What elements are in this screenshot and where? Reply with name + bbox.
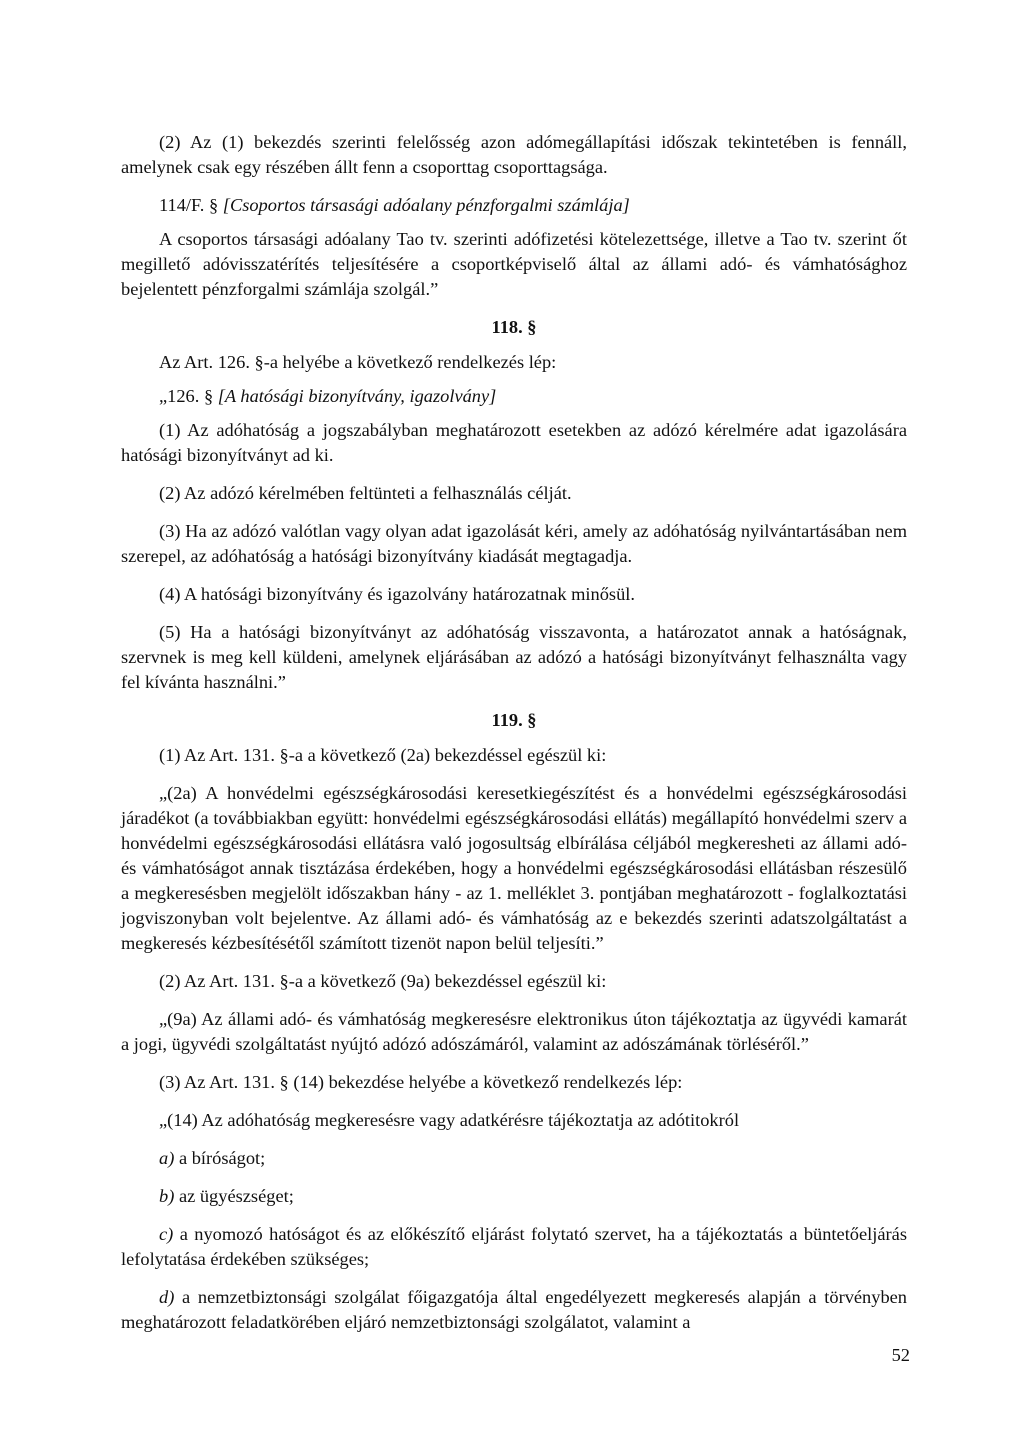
- section-126-paragraph-1: (1) Az adóhatóság a jogszabályban meghatározott esetekben az adózó kérelmére adat igazolására hatósági bizonyítványt ad ki.: [121, 420, 907, 465]
- list-item-b-text: az ügyészséget;: [178, 1186, 294, 1206]
- list-item-c-label: c): [159, 1224, 174, 1244]
- section-119-paragraph-1-intro: (1) Az Art. 131. §-a a következő (2a) bekezdéssel egészül ki:: [159, 745, 607, 765]
- section-119-paragraph-1-quote: „(2a) A honvédelmi egészségkárosodási keresetkiegészítést és a honvédelmi egészségkárosodási járadékot (a továbbiakban együtt: honvédelmi egészségkárosodási ellátás) megállapító honvédelmi szerv a honvédelmi egészségkárosodási ellátásra való jogosultság elbírálása céljából megkeresheti az állami adó- és vámhatóságot annak tisztázása érdekében, hogy a honvédelmi egészségkárosodási ellátásban részesülő a megkeresésben megjelölt időszakban hány - az 1. melléklet 3. pontjában meghatározott - foglalkoztatási jogviszonyban volt bejelentve. Az állami adó- és vámhatóság az e bekezdés szerinti adatszolgáltatást a megkeresés kézbesítésétől számított tizenöt napon belül teljesíti.”: [121, 783, 907, 953]
- section-119-paragraph-2-quote: „(9a) Az állami adó- és vámhatóság megkeresésre elektronikus úton tájékoztatja az ügyvédi kamarát a jogi, ügyvédi szolgáltatást nyújtó adózó adószámáról, valamint az adószámának törléséről.”: [121, 1009, 907, 1054]
- section-118-heading: 118. §: [491, 317, 537, 337]
- section-114f-body: A csoportos társasági adóalany Tao tv. szerinti adófizetési kötelezettsége, illetve a Tao tv. szerint őt megillető adóvisszatérítés teljesítésére a csoportképviselő által az állami adó- és vámhatósághoz bejelentett pénzforgalmi számlája szolgál.”: [121, 229, 907, 299]
- list-item-d-text: a nemzetbiztonsági szolgálat főigazgatója által engedélyezett megkeresés alapján a törvényben meghatározott feladatkörében eljáró nemzetbiztonsági szolgálatot, valamint a: [121, 1287, 907, 1332]
- section-126-number: „126. §: [159, 386, 214, 406]
- section-119-paragraph-3-intro: (3) Az Art. 131. § (14) bekezdése helyébe a következő rendelkezés lép:: [159, 1072, 683, 1092]
- section-118-intro: Az Art. 126. §-a helyébe a következő rendelkezés lép:: [159, 352, 557, 372]
- document-page: [121, 130, 907, 1348]
- section-119-heading: 119. §: [491, 710, 537, 730]
- paragraph-2-liability: (2) Az (1) bekezdés szerinti felelősség azon adómegállapítási időszak tekintetében is fennáll, amelynek csak egy részében állt fenn a csoporttag csoporttagsága.: [121, 132, 907, 177]
- list-item-b-label: b): [159, 1186, 175, 1206]
- section-114f-title: [Csoportos társasági adóalany pénzforgalmi számlája]: [222, 195, 630, 215]
- list-item-a: [121, 1146, 907, 1171]
- section-126-title: [A hatósági bizonyítvány, igazolvány]: [217, 386, 497, 406]
- section-126-paragraph-5: (5) Ha a hatósági bizonyítványt az adóhatóság visszavonta, a határozatot annak a hatóságnak, szervnek is meg kell küldeni, amelynek eljárásában az adózó a hatósági bizonyítványt felhasználta vagy fel kívánta használni.”: [121, 622, 907, 692]
- section-126-heading: [121, 384, 907, 409]
- list-item-b: [121, 1184, 907, 1209]
- list-item-d: [121, 1285, 907, 1335]
- section-114f-number: 114/F. §: [159, 195, 219, 215]
- section-126-paragraph-2: (2) Az adózó kérelmében feltünteti a felhasználás célját.: [159, 483, 572, 503]
- list-item-a-text: a bíróságot;: [178, 1148, 266, 1168]
- section-114f-heading: [121, 193, 907, 218]
- list-item-a-label: a): [159, 1148, 175, 1168]
- section-119-paragraph-2-intro: (2) Az Art. 131. §-a a következő (9a) bekezdéssel egészül ki:: [159, 971, 607, 991]
- list-item-c: [121, 1222, 907, 1272]
- section-126-paragraph-4: (4) A hatósági bizonyítvány és igazolvány határozatnak minősül.: [159, 584, 635, 604]
- list-item-c-text: a nyomozó hatóságot és az előkészítő eljárást folytató szervet, ha a tájékoztatás a büntetőeljárás lefolytatása érdekében szükséges;: [121, 1224, 907, 1269]
- section-119-paragraph-3-quote: „(14) Az adóhatóság megkeresésre vagy adatkérésre tájékoztatja az adótitokról: [159, 1110, 740, 1130]
- section-126-paragraph-3: (3) Ha az adózó valótlan vagy olyan adat igazolását kéri, amely az adóhatóság nyilvántartásában nem szerepel, az adóhatóság a hatósági bizonyítvány kiadását megtagadja.: [121, 521, 907, 566]
- page-number: 52: [891, 1345, 910, 1365]
- list-item-d-label: d): [159, 1287, 175, 1307]
